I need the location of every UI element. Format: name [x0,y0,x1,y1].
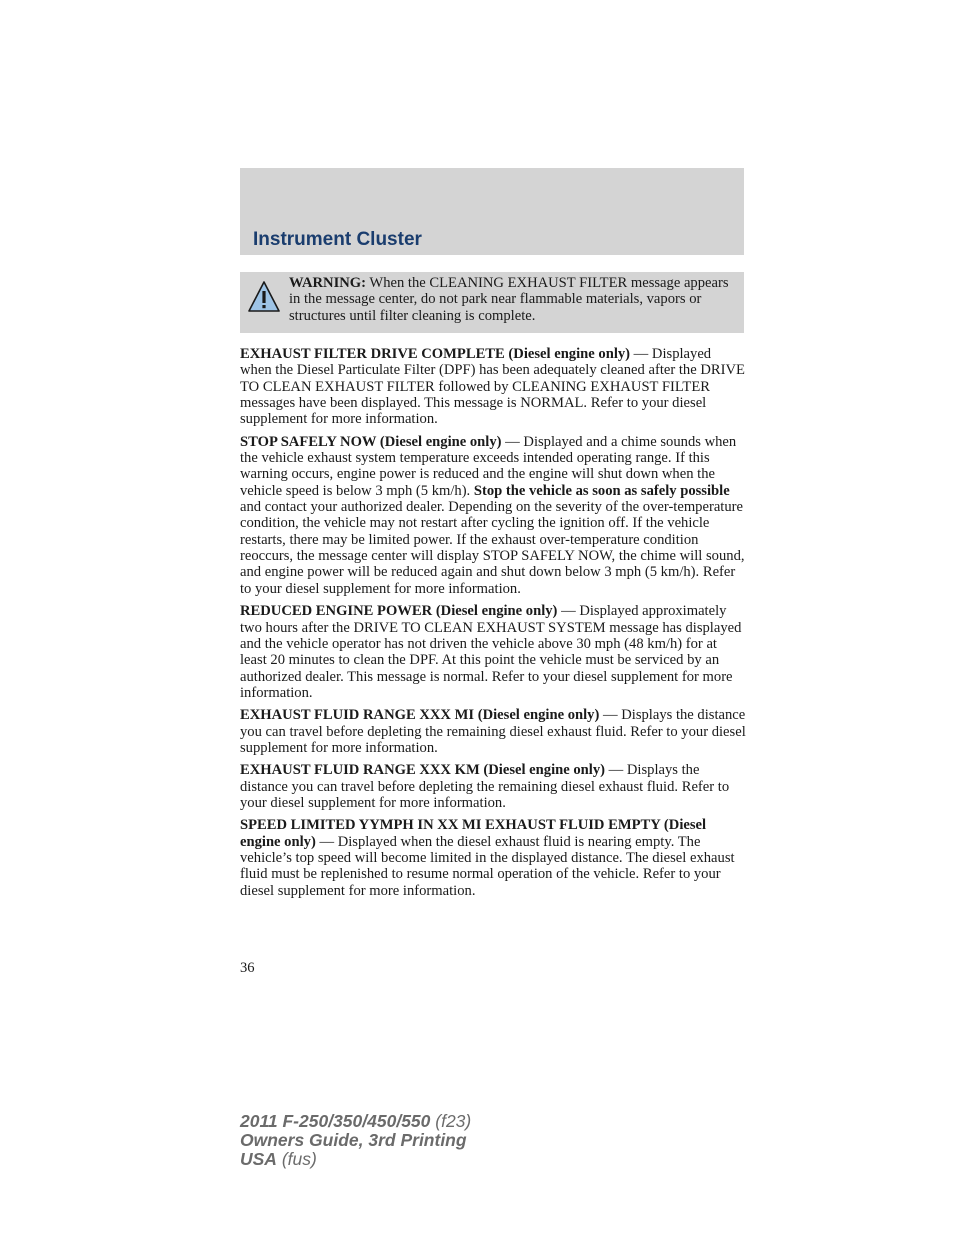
body-text [240,346,746,905]
paragraph-exhaust-fluid-range-mi [240,707,746,756]
footer-model: 2011 F-250/350/450/550 [240,1111,431,1131]
footer-market-code: (fus) [276,1149,317,1169]
paragraph-text: — Displayed when the diesel exhaust fluid is nearing empty. The vehicle’s top speed will become limited in the displayed distance. The diesel exhaust fluid must be replenished to resume normal operation of the vehicle. Refer to your diesel supplement for more information. [240,833,735,899]
footer-line-printing [240,1131,471,1150]
paragraph-heading: EXHAUST FILTER DRIVE COMPLETE (Diesel engine only) [240,346,631,362]
paragraph-stop-safely-now [240,434,746,597]
warning-text [289,275,729,324]
warning-triangle-icon [247,280,281,314]
paragraph-reduced-engine-power [240,603,746,701]
paragraph-text: — Displayed and a chime sounds when the vehicle exhaust system temperature exceeds intended operating range. If this warning occurs, engine power is reduced and the engine will shut down when the vehicle speed is below 3 mph (5 km/h). [240,433,737,499]
paragraph-text: — Displays the distance you can travel before depleting the remaining diesel exhaust fluid. Refer to your diesel supplement for more information. [240,762,730,811]
page-number: 36 [240,960,255,976]
warning-label: WARNING: [289,275,367,291]
paragraph-text-continued: and contact your authorized dealer. Depending on the severity of the over-temperature condition, the vehicle may not restart after cycling the ignition off. If the vehicle restarts, there may be limited power. If the exhaust over-temperature condition reoccurs, the message center will display STOP SAFELY NOW, the chime will sound, and engine power will be reduced again and shut down below 3 mph (5 km/h). Refer to your diesel supplement for more information. [240,499,745,597]
footer-model-code: (f23) [430,1111,472,1131]
footer-line-market [240,1150,471,1169]
paragraph-heading: REDUCED ENGINE POWER (Diesel engine only) [240,603,558,620]
paragraph-text: — Displays the distance you can travel before depleting the remaining diesel exhaust fluid. Refer to your diesel supplement for more information. [240,707,746,756]
paragraph-heading: SPEED LIMITED YYMPH IN XX MI EXHAUST FLUID EMPTY (Diesel engine only) [240,817,707,850]
paragraph-exhaust-filter-drive-complete [240,346,746,428]
footer-line-model [240,1112,471,1131]
footer-publication-info [240,1112,471,1169]
paragraph-heading: STOP SAFELY NOW (Diesel engine only) [240,433,502,450]
footer-printing: Owners Guide, 3rd Printing [240,1130,467,1150]
section-title: Instrument Cluster [253,229,422,250]
paragraph-speed-limited [240,817,746,899]
paragraph-heading: EXHAUST FLUID RANGE XXX MI (Diesel engine only) [240,707,600,724]
paragraph-exhaust-fluid-range-km [240,762,746,811]
section-header-band [240,168,744,255]
paragraph-emphasis: Stop the vehicle as soon as safely possible [473,482,730,499]
footer-market: USA [240,1149,277,1169]
paragraph-text: — Displayed when the Diesel Particulate Filter (DPF) has been adequately cleaned after the DRIVE TO CLEAN EXHAUST FILTER followed by CLEANING EXHAUST FILTER messages have been displayed. This message is NORMAL. Refer to your diesel supplement for more information. [240,346,745,428]
paragraph-heading: EXHAUST FLUID RANGE XXX KM (Diesel engine only) [240,762,605,779]
paragraph-text: — Displayed approximately two hours after the DRIVE TO CLEAN EXHAUST SYSTEM message has displayed and the vehicle operator has not driven the vehicle above 30 mph (48 km/h) for at least 20 minutes to clean the DPF. At this point the vehicle must be serviced by an authorized dealer. This message is normal. Refer to your diesel supplement for more information. [240,603,742,701]
warning-body: When the CLEANING EXHAUST FILTER message appears in the message center, do not park near flammable materials, vapors or structures until filter cleaning is complete. [289,275,729,324]
warning-box [240,272,744,333]
